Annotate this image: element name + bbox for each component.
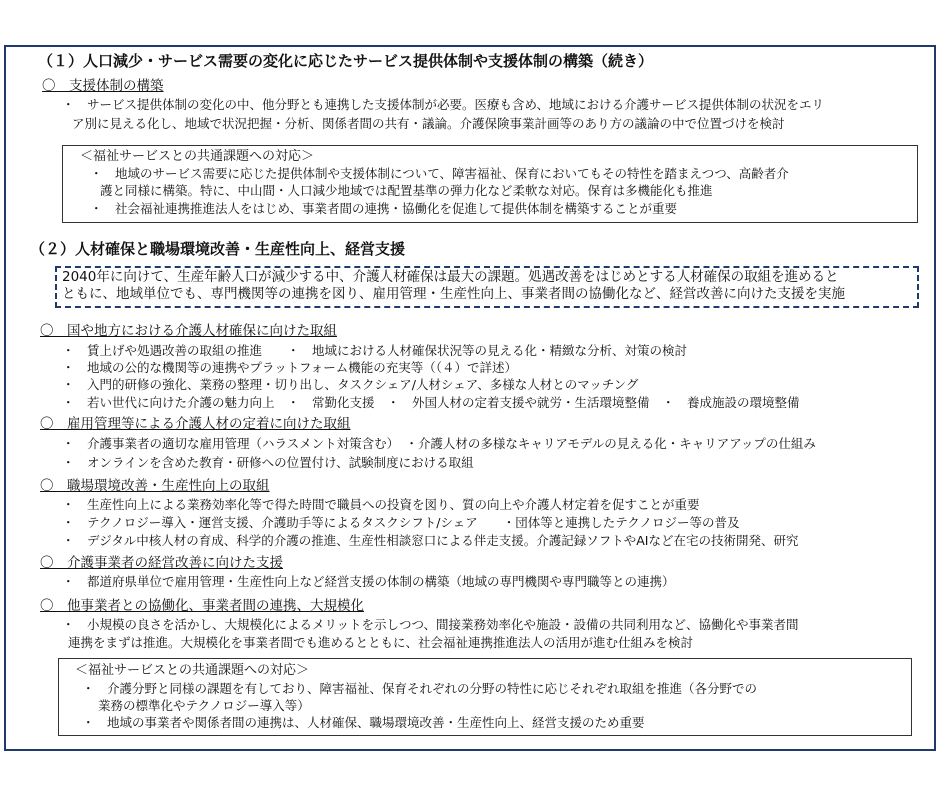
summary-line: 2040年に向けて、生産年齢人口が減少する中、介護人材確保は最大の課題。処遇改善をはじめとする人材確保の取組を進めると <box>62 269 839 285</box>
section1-line: ア別に見える化し、地域で状況把握・分析、関係者間の共有・議論。介護保険事業計画等のあり方の議論の中で位置づけを検討 <box>72 116 785 131</box>
box2-line: ・ 地域の事業者や関係者間の連携は、人材確保、職場環境改善・生産性向上、経営支援のため重要 <box>82 715 645 730</box>
group-heading-collaboration: 〇 他事業者との協働化、事業者間の連携、大規模化 <box>40 598 364 614</box>
group-line: ・ 介護事業者の適切な雇用管理（ハラスメント対策含む） ・介護人材の多様なキャリアモデルの見える化・キャリアアップの仕組み <box>62 436 816 451</box>
box1-line: 護と同様に構築。特に、中山間・人口減少地域では配置基準の弾力化など柔軟な対応。保育は多機能化も推進 <box>100 183 713 198</box>
section2-heading: （２）人材確保と職場環境改善・生産性向上、経営支援 <box>30 240 406 258</box>
group-line: ・ 入門的研修の強化、業務の整理・切り出し、タスクシェア/人材シェア、多様な人材とのマッチング <box>62 377 639 392</box>
group-line: ・ 若い世代に向けた介護の魅力向上 ・ 常勤化支援 ・ 外国人材の定着支援や就労・生活環境整備 ・ 養成施設の環境整備 <box>62 395 800 410</box>
group-heading-employment: 〇 雇用管理等による介護人材の定着に向けた取組 <box>40 416 351 432</box>
section1-subheading: 〇 支援体制の構築 <box>42 78 164 94</box>
group-line: ・ 生産性向上による業務効率化等で得た時間で職員への投資を図り、質の向上や介護人材定着を促すことが重要 <box>62 497 700 512</box>
box1-line: ・ 社会福祉連携推進法人をはじめ、事業者間の連携・協働化を促進して提供体制を構築することが重要 <box>90 201 678 216</box>
summary-line: ともに、地域単位でも、専門機関等の連携を図り、雇用管理・生産性向上、事業者間の協働化など、経営改善に向けた支援を実施 <box>62 286 845 302</box>
section1-line: ・ サービス提供体制の変化の中、他分野とも連携した支援体制が必要。医療も含め、地域における介護サービス提供体制の状況をエリ <box>62 97 825 112</box>
group-heading-management: 〇 介護事業者の経営改善に向けた支援 <box>40 555 283 571</box>
group-line: ・ 賃上げや処遇改善の取組の推進 ・ 地域における人材確保状況等の見える化・精緻な分析、対策の検討 <box>62 343 688 358</box>
group-line: ・ デジタル中核人材の育成、科学的介護の推進、生産性相談窓口による伴走支援。介護記録ソフトやAIなど在宅の技術開発、研究 <box>62 533 799 548</box>
group-line: ・ テクノロジー導入・運営支援、介護助手等によるタスクシフト/シェア ・団体等と連携したテクノロジー等の普及 <box>62 515 740 530</box>
section1-heading: （１）人口減少・サービス需要の変化に応じたサービス提供体制や支援体制の構築（続き） <box>38 52 654 70</box>
group-line: ・ 小規模の良さを活かし、大規模化によるメリットを示しつつ、間接業務効率化や施設・設備の共同利用など、協働化や事業者間 <box>62 617 799 632</box>
box2-title: ＜福祉サービスとの共通課題への対応＞ <box>75 663 310 678</box>
group-heading-talent: 〇 国や地方における介護人材確保に向けた取組 <box>40 323 337 339</box>
group-line: ・ 地域の公的な機関等の連携やプラットフォーム機能の充実等（（４）で詳述） <box>62 360 518 375</box>
box2-line: 業務の標準化やテクノロジー導入等） <box>98 698 310 713</box>
group-line: ・ オンラインを含めた教育・研修への位置付け、試験制度における取組 <box>62 455 474 470</box>
group-heading-workplace: 〇 職場環境改善・生産性向上の取組 <box>40 478 270 494</box>
box1-line: ・ 地域のサービス需要に応じた提供体制や支援体制について、障害福祉、保育においてもその特性を踏まえつつ、高齢者介 <box>90 166 789 181</box>
box1-title: ＜福祉サービスとの共通課題への対応＞ <box>80 149 315 164</box>
group-line: 連携をまずは推進。大規模化を事業者間でも進めるとともに、社会福祉連携推進法人の活用が進む仕組みを検討 <box>68 635 694 650</box>
box2-line: ・ 介護分野と同様の課題を有しており、障害福祉、保育それぞれの分野の特性に応じそれぞれ取組を推進（各分野での <box>82 681 758 696</box>
group-line: ・ 都道府県単位で雇用管理・生産性向上など経営支援の体制の構築（地域の専門機関や専門職等との連携） <box>62 574 675 589</box>
